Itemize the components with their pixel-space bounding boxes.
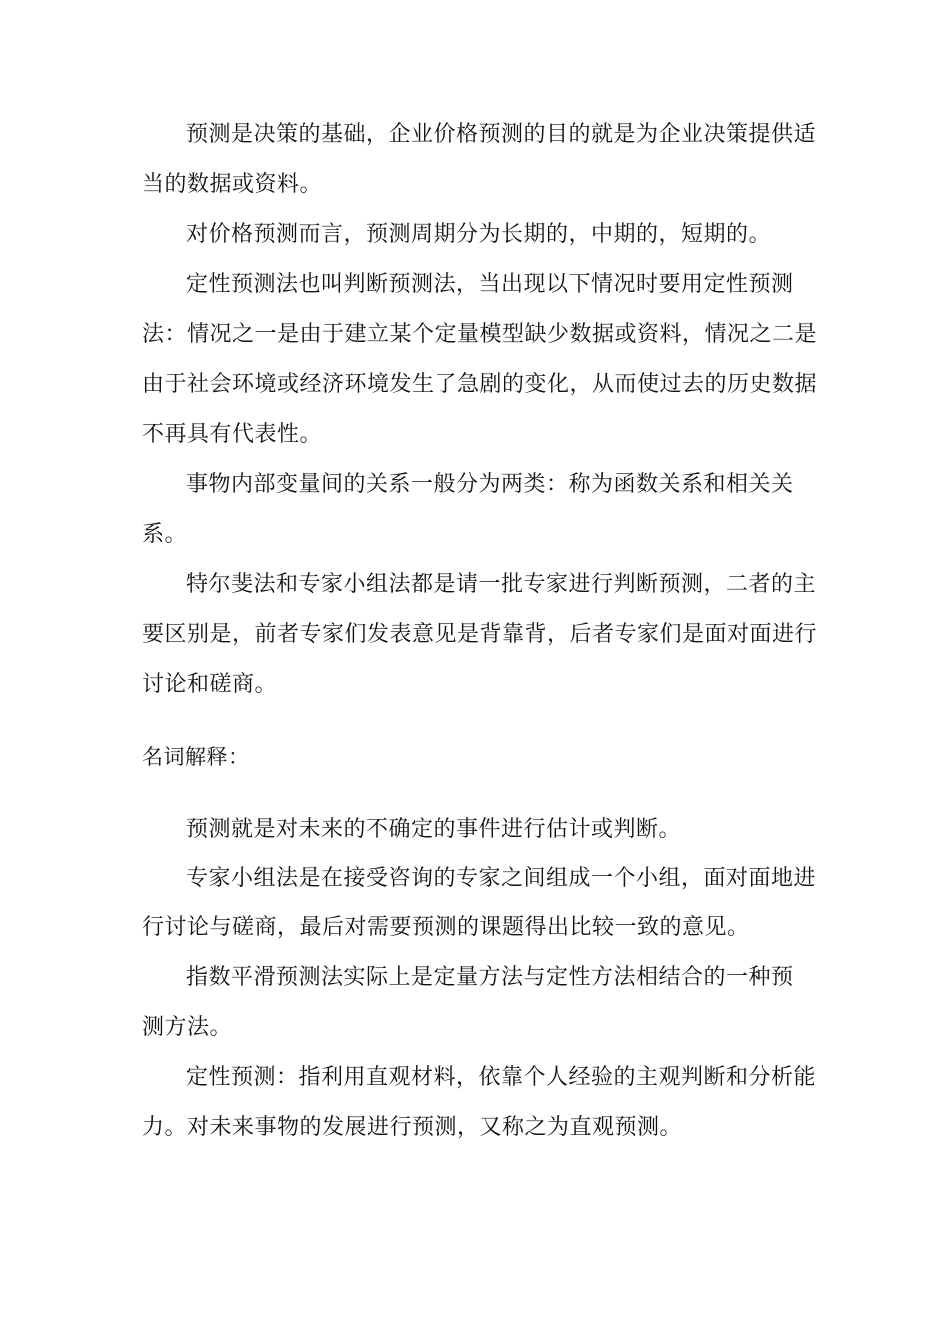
definition-2-line-2: 行讨论与磋商，最后对需要预测的课题得出比较一致的意见。 bbox=[142, 915, 750, 940]
paragraph-1-line-1: 预测是决策的基础，企业价格预测的目的就是为企业决策提供适 bbox=[186, 122, 817, 147]
paragraph-3-line-3: 由于社会环境或经济环境发生了急剧的变化，从而使过去的历史数据 bbox=[142, 372, 818, 397]
paragraph-3-line-2: 法：情况之一是由于建立某个定量模型缺少数据或资料，情况之二是 bbox=[142, 322, 818, 347]
definition-4-line-2: 力。对未来事物的发展进行预测，又称之为直观预测。 bbox=[142, 1115, 683, 1140]
paragraph-3-line-1: 定性预测法也叫判断预测法，当出现以下情况时要用定性预测 bbox=[186, 272, 794, 297]
paragraph-4-line-1: 事物内部变量间的关系一般分为两类：称为函数关系和相关关 bbox=[186, 472, 794, 497]
paragraph-4-line-2: 系。 bbox=[142, 522, 188, 547]
definition-2-line-1: 专家小组法是在接受咨询的专家之间组成一个小组，面对面地进 bbox=[186, 866, 817, 891]
definition-3-line-2: 测方法。 bbox=[142, 1015, 233, 1040]
paragraph-5-line-3: 讨论和磋商。 bbox=[142, 672, 278, 697]
definition-4-line-1: 定性预测：指利用直观材料，依靠个人经验的主观判断和分析能 bbox=[186, 1065, 817, 1090]
section-heading: 名词解释： bbox=[142, 745, 250, 769]
paragraph-1-line-2: 当的数据或资料。 bbox=[142, 172, 323, 197]
definition-3-line-1: 指数平滑预测法实际上是定量方法与定性方法相结合的一种预 bbox=[186, 965, 794, 990]
paragraph-5-line-1: 特尔斐法和专家小组法都是请一批专家进行判断预测，二者的主 bbox=[186, 572, 817, 597]
paragraph-3-line-4: 不再具有代表性。 bbox=[142, 422, 323, 447]
definition-1-line-1: 预测就是对未来的不确定的事件进行估计或判断。 bbox=[186, 817, 682, 842]
paragraph-2-line-1: 对价格预测而言，预测周期分为长期的，中期的，短期的。 bbox=[186, 222, 772, 247]
paragraph-5-line-2: 要区别是，前者专家们发表意见是背靠背，后者专家们是面对面进行 bbox=[142, 622, 818, 647]
